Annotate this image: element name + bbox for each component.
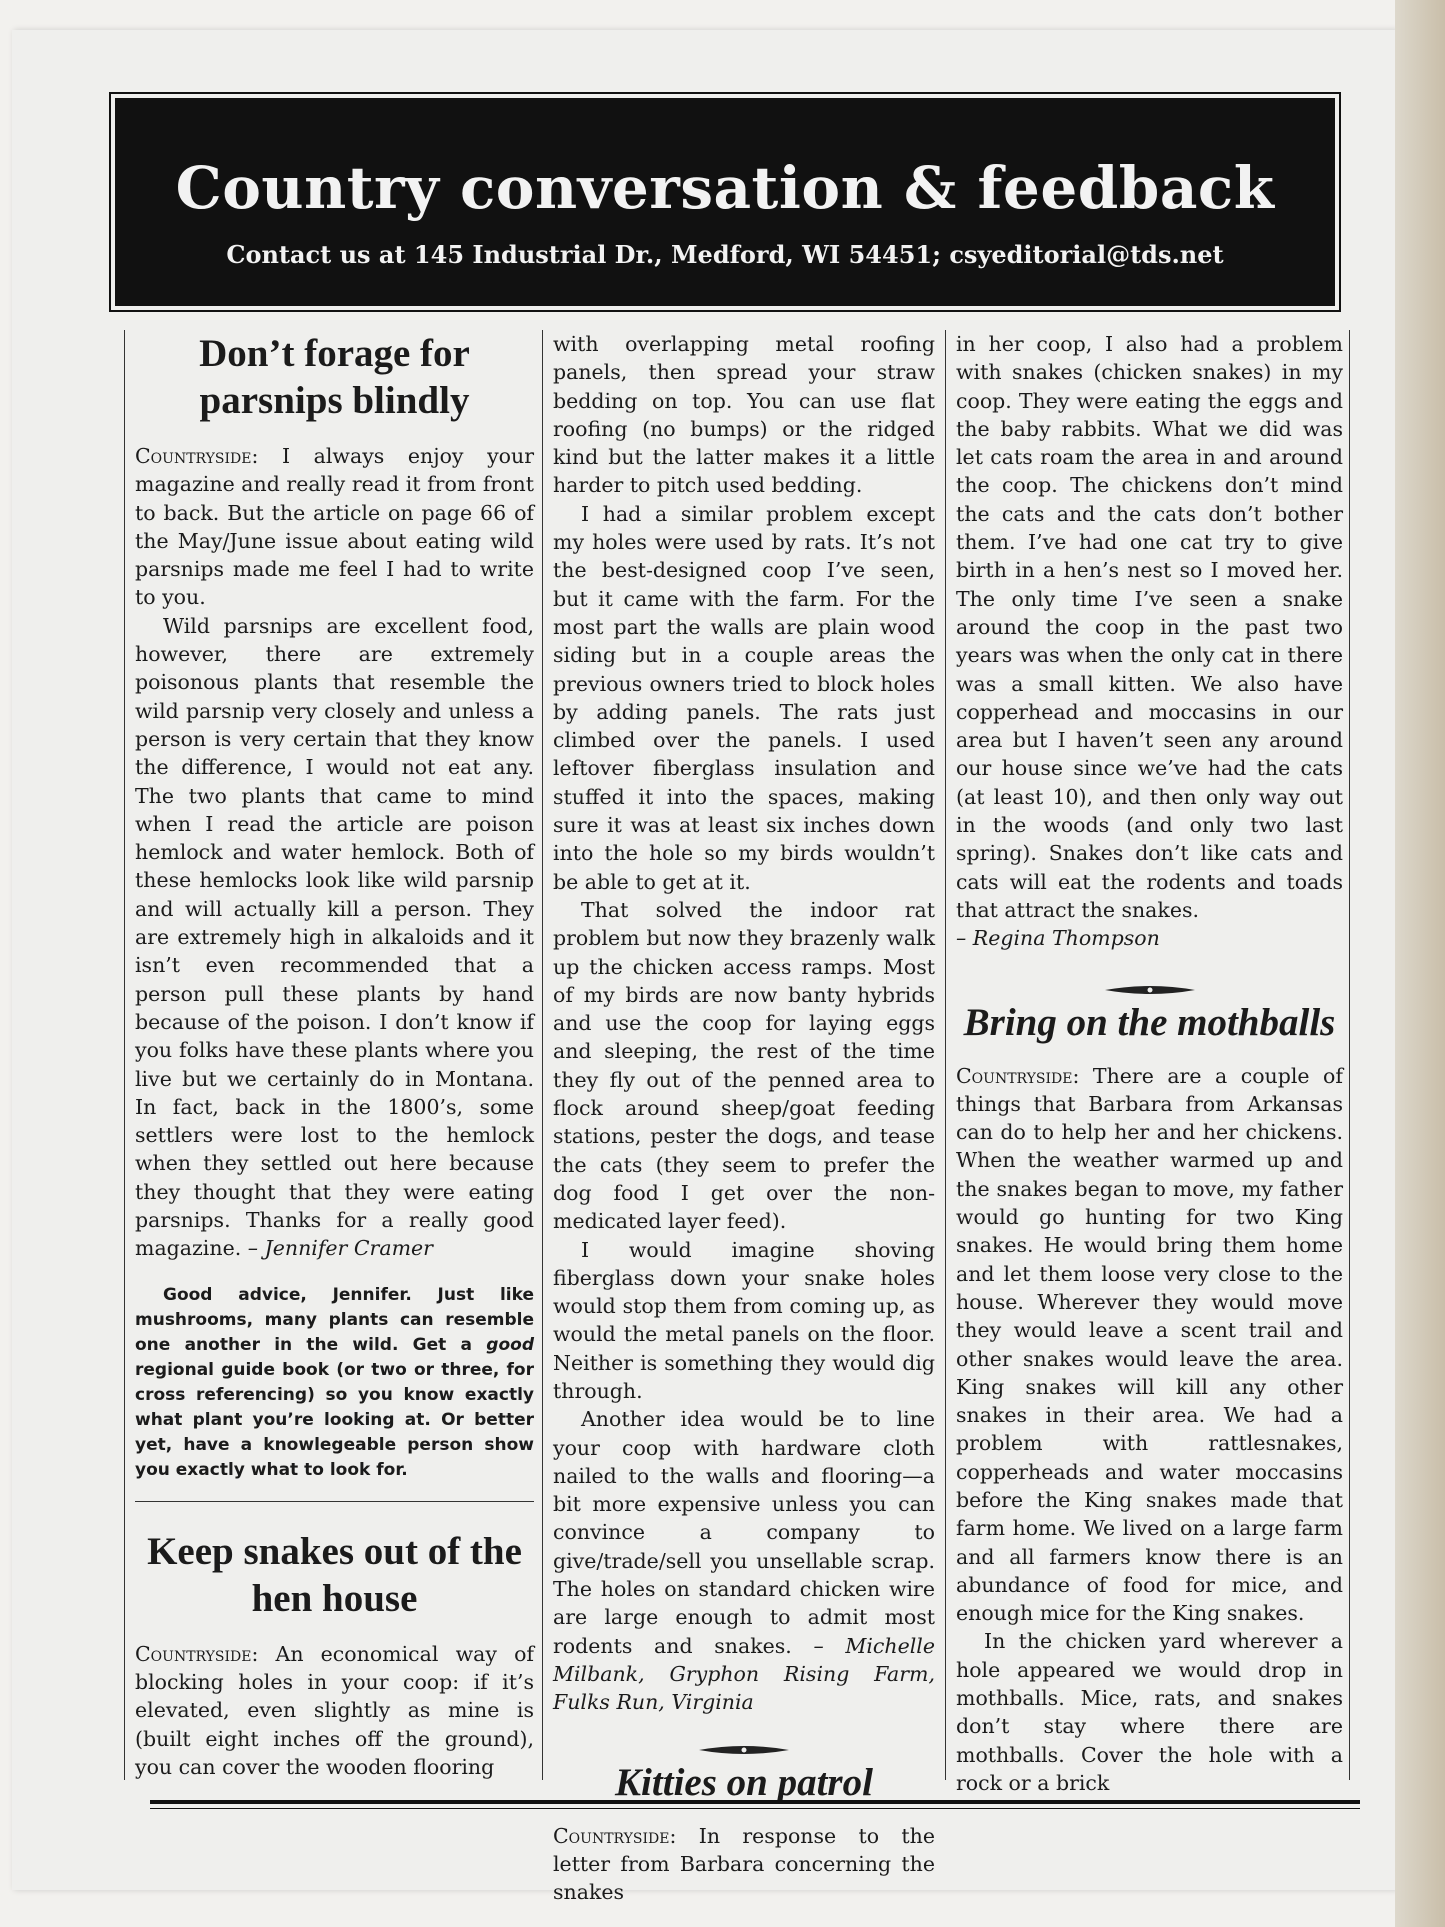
lead-in: Countryside: [553,1823,677,1848]
editor-note-text: regional guide book (or two or three, for cross referencing) so you know exactly what plant you’re looking at. Or better yet, have a knowlegeable person show you exactly what to look for. [135,1359,534,1480]
column-3 [945,330,1350,1795]
article-paragraph [956,330,1343,924]
paragraph-text: There are a couple of things that Barbara from Arkansas can do to help her and her chickens. When the weather warmed up and the snakes began to move, my father would go hunting for two King snakes. He would bring them home and let them loose very close to the house. Wherever they would move they would leave a scent trail and other snakes would leave the area. King snakes will kill any other snakes in their area. We had a problem with rattlesnakes, copperheads and water moccasins before the King snakes made that farm home. We lived on a large farm and all farmers know there is an abundance of food for mice, and enough mice for the King snakes. [956,1063,1343,1626]
lead-in: Countryside: [956,1063,1080,1088]
article-headline-snakes: Keep snakes out of the hen house [147,1529,522,1620]
article-paragraph: I had a similar problem except my holes were used by rats. It’s not the best-designed coop I’ve seen, but it came with the farm. For the most part the walls are plain wood siding but in a couple areas the previous owners tried to block holes by adding panels. The rats just climbed over the panels. I used leftover fiberglass insulation and stuffed it into the spaces, making sure it was at least six inches down into the hole so my birds wouldn’t be able to get at it. [553,501,935,894]
article-paragraph: I would imagine shoving fiberglass down your snake holes would stop them from coming up, as would the metal panels on the floor. Neither is something they would dig through. [553,1237,935,1403]
article-headline-parsnips: Don’t forage for parsnips blindly [199,332,470,422]
signature: – Jennifer Cramer [247,1236,433,1261]
column-2 [542,330,943,1905]
signature: – Michelle Milbank, Gryphon Rising Farm, Fulks Run, Virginia [553,1633,935,1715]
ornament-divider [553,1735,935,1749]
article-paragraph: with overlapping metal roofing panels, then spread your straw bedding on top. You can use flat roofing (no bumps) or the ridged kind but the latter makes it a little harder to pitch used bedding. [553,332,935,498]
article-paragraph [553,1405,935,1716]
signature: – Regina Thompson [956,926,1160,951]
article-paragraph [135,1640,534,1781]
editor-note-emphasis: good [486,1334,534,1355]
article-headline-kitties: Kitties on patrol [615,1760,873,1804]
article-paragraph [956,1062,1343,1628]
paragraph-text: In response to the letter from Barbara concerning the snakes [553,1823,935,1905]
signature-line [956,924,1343,952]
column-1 [124,330,540,1780]
article-paragraph: In the chicken yard wherever a hole appeared we would drop in mothballs. Mice, rats, and snakes don’t stay where there are mothballs. Cover the hole with a rock or a brick [956,1629,1343,1795]
article-headline-mothballs: Bring on the mothballs [963,1000,1336,1044]
paragraph-text: in her coop, I also had a problem with snakes (chicken snakes) in my coop. They were eating the eggs and the baby rabbits. What we did was let cats roam the area in and around the coop. The chickens don’t mind the cats and the cats don’t bother them. I’ve had one cat try to give birth in a hen’s nest so I moved her. The only time I’ve seen a snake around the coop in the past two years was when the only cat in there was a small kitten. We also have copperhead and moccasins in our area but I haven’t seen any around our house since we’ve had the cats (at least 10), and then only way out in the woods (and only two last spring). Snakes don’t like cats and cats will eat the rodents and toads that attract the snakes. [956,332,1343,922]
article-paragraph [553,1822,935,1907]
bottom-rule-thin [150,1808,1360,1809]
editor-note [135,1283,534,1483]
section-title: Country conversation & feedback [175,154,1275,222]
divider-rule [135,1501,534,1502]
lead-in: Countryside: [135,444,259,468]
next-page-edge [1395,0,1445,1927]
bottom-rule [150,1800,1360,1804]
article-paragraph: That solved the indoor rat problem but now they brazenly walk up the chicken access ramps. Most of my birds are now banty hybrids and use the coop for laying eggs and sleeping, the rest of the time they fly out of the penned area to flock around sheep/goat feeding stations, pester the dogs, and tease the cats (they seem to prefer the dog food I get over the non-medicated layer feed). [553,897,935,1234]
ornament-divider [956,975,1343,989]
contact-line: Contact us at 145 Industrial Dr., Medford, WI 54451; csyeditorial@tds.net [226,240,1224,269]
paragraph-text: An economical way of blocking holes in your coop: if it’s elevated, even slightly as mine is (built eight inches off the ground), you can cover the wooden flooring [135,1641,534,1779]
article-paragraph [135,442,534,612]
section-masthead [115,98,1335,306]
paragraph-text: Another idea would be to line your coop with hardware cloth nailed to the walls and flooring—a bit more expensive unless you can convince a company to give/trade/sell you unsellable scrap. The holes on standard chicken wire are large enough to admit most rodents and snakes. [553,1407,935,1658]
paragraph-text: I always enjoy your magazine and really read it from front to back. But the article on page 66 of the May/June issue about eating wild parsnips made me feel I had to write to you. [135,444,534,610]
article-paragraph [135,612,534,1263]
editor-note-text: Good advice, Jennifer. Just like mushrooms, many plants can resemble one another in the wild. Get a [135,1284,534,1355]
lead-in: Countryside: [135,1641,259,1666]
paragraph-text: Wild parsnips are excellent food, however, there are extremely poisonous plants that resemble the wild parsnip very closely and unless a person is very certain that they know the difference, I would not eat any. The two plants that came to mind when I read the article are poison hemlock and water hemlock. Both of these hemlocks look like wild parsnip and will actually kill a person. They are extremely high in alkaloids and it isn’t even recommended that a person pull these plants by hand because of the poison. I don’t know if you folks have these plants where you live but we certainly do in Montana. In fact, back in the 1800’s, some settlers were lost to the hemlock when they settled out here because they thought that they were eating parsnips. Thanks for a really good magazine. [135,613,534,1261]
